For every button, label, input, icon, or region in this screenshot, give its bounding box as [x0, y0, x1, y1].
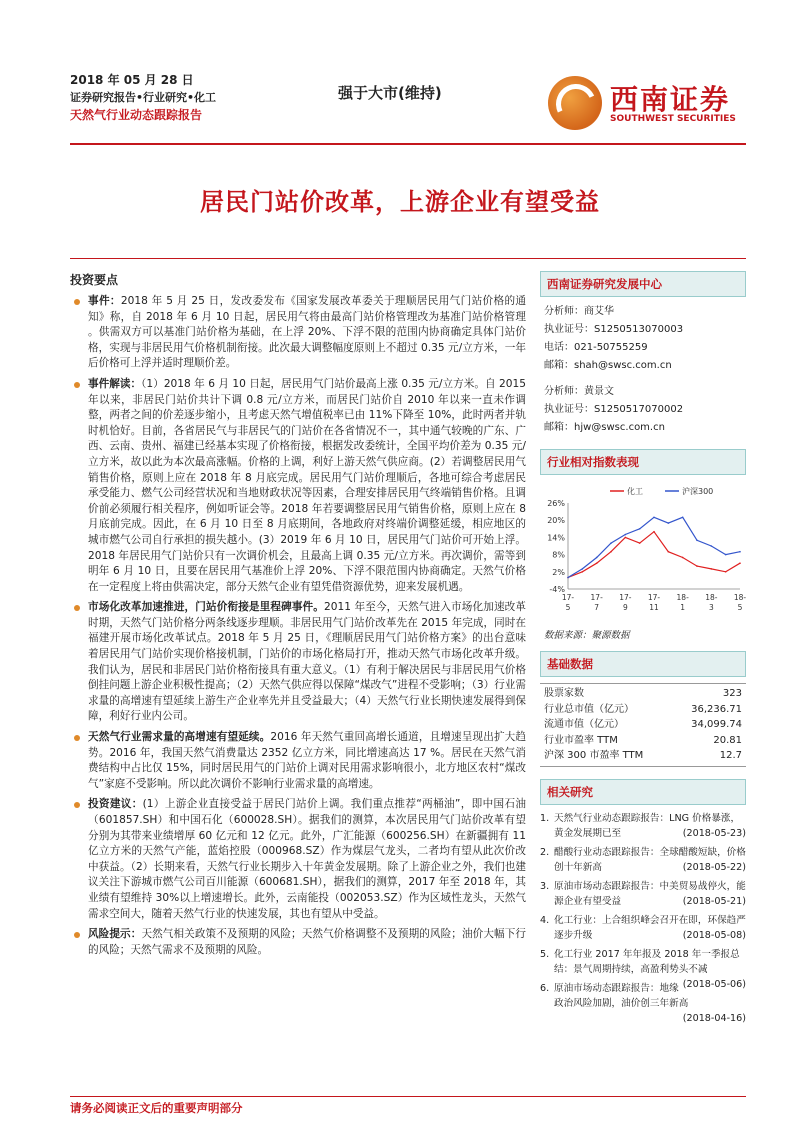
- bullet-lead: 风险提示：: [88, 928, 142, 941]
- x-tick-label: 17-: [590, 593, 603, 602]
- bullet-lead: 事件解读：: [88, 377, 142, 390]
- series-point: [711, 568, 713, 570]
- x-tick-label: 17-: [647, 593, 661, 602]
- basic-data-table: [540, 683, 746, 767]
- table-rule: [540, 766, 746, 767]
- legend-label: 化工: [627, 487, 643, 496]
- footer-disclaimer: 请务必阅读正文后的重要声明部分: [70, 1101, 243, 1115]
- series-point: [668, 551, 670, 553]
- y-tick-label: 14%: [547, 533, 565, 543]
- bullet-text: 2016 年天然气重回高增长通道，且增速呈现出扩大趋势。2016 年，我国天然气消费量达 2352 亿立方米，同比增速高达 17 %。居民在天然气消费结构中占比仅 15%，同时居民用气的门站价上调对民用需求影响很小，北方地区农村“煤改气”家庭不受影响。所以此次调价不影响行业需求量的高增速。: [88, 731, 527, 790]
- related-research-item[interactable]: [540, 845, 746, 875]
- item-number: 5.: [540, 948, 550, 960]
- rating: 强于大市(维持): [338, 84, 442, 102]
- series-point: [582, 571, 584, 573]
- related-research-item[interactable]: [540, 811, 746, 841]
- bullet-lead: 投资建议：: [88, 798, 143, 811]
- series-point: [596, 562, 598, 564]
- sidebar: [540, 271, 746, 1026]
- table-rule: [540, 683, 746, 684]
- series-point: [725, 554, 727, 556]
- company-logo: [548, 74, 748, 134]
- y-tick-label: 20%: [547, 516, 565, 526]
- bullet-text: (1）上游企业直接受益于居民门站价上调。我们重点推荐“两桶油”，即中国石油（601857.SH）和中国石化（600028.SH）。据我们的测算，本次居民用气门站价改革有望分别为其带来业绩增厚 60 亿元和 12 亿元。此外，广汇能源（600256.SH）在新疆拥有 11 亿立方米的天然气产能，蓝焰控股（000968.SZ）作为煤层气龙头，二者均有望从此次价改中获益。（2）长期来看，天然气行业长期步入十年黄金发展期。除了上游企业之外，我们也建议关注下游城市燃气公司百川能源（600681.SH），据我们的测算，2017 年至 2018 年，其业绩有望维持 30%以上增速增长。此外，云南能投（002053.SZ）作为区域性龙头，天然气需求空间大，随着天然气行业的快速发展，其也有望从中受益。: [88, 798, 526, 920]
- item-date: (2018-05-22): [682, 861, 746, 873]
- x-tick-label: 3: [708, 603, 714, 612]
- highlight-bullet: [70, 730, 526, 792]
- analyst-license: 执业证号：S1250517070002: [544, 404, 684, 415]
- related-research-title: 相关研究: [540, 779, 746, 805]
- series-point: [567, 577, 569, 579]
- analyst-email[interactable]: 邮箱：shah@swsc.com.cn: [544, 360, 672, 371]
- bullet-text: 天然气相关政策不及预期的风险；天然气价格调整不及预期的风险；油价大幅下行的风险；天然气需求不及预期的风险。: [88, 928, 527, 956]
- legend-label: 沪深300: [682, 487, 714, 496]
- x-tick-label: 11: [649, 603, 659, 612]
- item-title: 天然气行业动态跟踪报告：LNG 价格暴涨，黄金发展期已至: [554, 812, 741, 839]
- basic-data-row: [540, 748, 746, 764]
- basic-data-value: 36,236.71: [691, 703, 742, 715]
- section-title: 投资要点: [70, 273, 119, 287]
- x-tick-label: 5: [565, 603, 571, 612]
- logo-text-en: SOUTHWEST SECURITIES: [610, 114, 736, 124]
- x-tick-label: 18-: [733, 593, 746, 602]
- series-point: [739, 562, 741, 564]
- investment-highlights: [70, 271, 526, 963]
- x-tick-label: 5: [737, 603, 743, 612]
- basic-data-key: 行业总市值（亿元）: [544, 703, 634, 715]
- basic-data-key: 股票家数: [544, 688, 584, 699]
- basic-data-value: 12.7: [719, 750, 742, 761]
- logo-text-cn: 西南证券: [610, 83, 731, 116]
- series-point: [610, 542, 612, 544]
- bullet-text: （1）2018 年 6 月 10 日起，居民用气门站价最高上涨 0.35 元/立方米。自 2015 年以来，非居民门站价共计下调 0.8 元/立方米，而居民门站价自 2010 年以来一直未作调整，两者之间的价差逐步缩小，且考虑天然气增值税率已由 11%下降至 10%，此时两者并轨时机恰好。目前，各省居民气与非居民气的门站价在各省情况不一，其中通气较晚的广东、广西、云南、贵州、福建已经基本实现了价格衔接，根据发改委统计，全国平均价差为 0.35 元/立方米，故以此为本次最高涨幅。价格的上调，利好上游天然气供应商。(2）若调整居民用气销售价格，原则上应在 2018 年 8 月底完成。居民用气门站价理顺后，各地可综合考虑居民承受能力、燃气公司经营状况和当地财政状况等因素，合理安排居民用气终端销售价格。且调价前必须履行相关程序，例如听证会等。2018 年若要调整居民用气销售价格，原则上应在 8 月底前完成。因此，在 6 月 10 日至 8 月底期间，各地政府对终端价调整延缓，相应地区的城市燃气公司自行承担的损失越小。(3）2019 年 6 月 10 日，居民用气门站价可开始上浮。2018 年居民用气门站价只有一次调价机会，且最高上调 0.35 元/立方米。再次调价，需等到明年 6 月 10 日，且要在居民用气基准价上浮 20%、下浮不限范围内协商确定。天然气价格在一定程度上将由供需决定，部分天然气企业有望凭借资源优势，迎来发展机遇。: [88, 377, 526, 593]
- basic-data-row: [540, 717, 746, 733]
- x-tick-label: 18-: [705, 593, 718, 602]
- series-point: [739, 551, 741, 553]
- report-date: 2018 年 05 月 28 日: [70, 73, 194, 87]
- series-point: [596, 557, 598, 559]
- related-research-item[interactable]: [540, 879, 746, 909]
- series-point: [610, 551, 612, 553]
- basic-data-value: 34,099.74: [691, 719, 742, 730]
- highlight-bullet: [70, 600, 526, 725]
- series-point: [682, 517, 684, 519]
- series-point: [711, 545, 713, 547]
- item-date: (2018-05-08): [682, 929, 746, 941]
- series-point: [696, 539, 698, 541]
- bullet-text: 2011 年至今，天然气进入市场化加速改革时期，天然气门站价格分两条线逐步理顺。非居民用气门站价改革先在 2015 年完成，同时在福建开展市场化改革试点。2018 年 5 月 25 日，《理顺居民用气门站价格方案》的出台意味着居民用气门站价实现价格接机制，门站价的市场化格局打开，推动天然气市场化改革升级。我们认为，居民和非居民门站价格衔接具有重大意义。（1）有利于解决居民与非居民用气价格倒挂问题上游企业积极性提高；（2）天然气供应得以保障“煤改气”进程不受影响；（3）行业需求量的高增速有望延续上游生产企业率先并且受益最大；（4）天然气行业长期快速发展得到保障，利好行业内公司。: [88, 601, 527, 723]
- report-category: 证券研究报告•行业研究•化工: [70, 91, 217, 104]
- highlight-bullet: [70, 927, 526, 958]
- basic-data-row: [540, 733, 746, 749]
- basic-data-title: 基础数据: [540, 651, 746, 677]
- analyst-license: 执业证号：S1250513070003: [544, 324, 684, 335]
- logo-emblem-icon: [548, 76, 602, 130]
- bullet-lead: 天然气行业需求量的高增速有望延续。: [88, 731, 271, 744]
- analyst-2: [540, 383, 746, 437]
- basic-data-row: [540, 686, 746, 702]
- item-date: (2018-05-21): [682, 895, 746, 907]
- item-number: 6.: [540, 982, 550, 994]
- y-tick-label: -4%: [549, 585, 565, 594]
- series-point: [625, 534, 627, 536]
- item-title: 原油市场动态跟踪报告：地缘政治风险加剧，油价创三年新高: [554, 982, 689, 1009]
- basic-data-key: 沪深 300 市盈率 TTM: [544, 750, 644, 761]
- related-research-item[interactable]: [540, 981, 746, 1024]
- series-point: [639, 528, 641, 530]
- highlight-bullet: [70, 294, 526, 372]
- item-title: 原油市场动态跟踪报告：中美贸易战停火，能源企业有望受益: [554, 880, 746, 907]
- bullet-lead: 市场化改革加速推进，门站价衔接是里程碑事件。: [88, 601, 325, 614]
- series-point: [725, 571, 727, 573]
- series-point: [696, 565, 698, 567]
- related-research-item[interactable]: [540, 913, 746, 943]
- x-tick-label: 7: [594, 603, 600, 612]
- y-tick-label: 2%: [552, 567, 565, 577]
- header-divider: [70, 143, 746, 145]
- basic-data-row: [540, 702, 746, 718]
- series-point: [625, 537, 627, 539]
- item-number: 2.: [540, 846, 550, 858]
- report-type: 天然气行业动态跟踪报告: [70, 108, 203, 122]
- x-tick-label: 18-: [676, 593, 689, 602]
- item-title: 化工行业：上合组织峰会召开在即，环保趋严逐步升级: [554, 914, 746, 941]
- highlight-bullet: [70, 797, 526, 922]
- bullet-text: 2018 年 5 月 25 日，发改委发布《国家发展改革委关于理顺居民用气门站价格的通知》称，自 2018 年 6 月 10 日起，居民用气将由最高门站价格管理改为基准门站价格管理 。供需双方可以基准门站价格为基础，在上浮 20%、下浮不限的范围内协商确定具体门站价格，实现与非居民用气价格机制衔接。此次最大调整幅度原则上不超过 0.35 元/立方米，一年后价格可上浮并适时理顺价差。: [88, 295, 527, 370]
- basic-data-key: 流通市值（亿元）: [544, 719, 624, 730]
- analyst-email[interactable]: 邮箱：hjw@swsc.com.cn: [544, 422, 665, 433]
- y-tick-label: 8%: [552, 550, 565, 560]
- item-title: 化工行业 2017 年年报及 2018 年一季报总结：景气周期持续，高盈利势头不减: [554, 948, 740, 975]
- basic-data-value: 323: [722, 688, 742, 699]
- index-chart-svg: [540, 481, 746, 621]
- item-number: 1.: [540, 812, 550, 824]
- item-number: 3.: [540, 880, 550, 892]
- chart-source: 数据来源：聚源数据: [544, 630, 630, 641]
- related-research-item[interactable]: [540, 947, 746, 990]
- x-tick-label: 1: [680, 603, 686, 612]
- analyst-name: 分析师：黄景文: [544, 386, 614, 397]
- series-point: [653, 517, 655, 519]
- title-divider: [70, 258, 746, 259]
- series-line: [568, 532, 740, 578]
- item-number: 4.: [540, 914, 550, 926]
- footer-divider: [70, 1096, 746, 1097]
- x-tick-label: 17-: [619, 593, 632, 602]
- index-chart-title: 行业相对指数表现: [540, 449, 746, 475]
- item-date: (2018-05-23): [682, 827, 746, 839]
- index-chart: [540, 481, 746, 625]
- research-center-title: 西南证券研究发展中心: [540, 271, 746, 297]
- x-tick-label: 9: [622, 603, 628, 612]
- page-title: 居民门站价改革，上游企业有望受益: [200, 188, 600, 216]
- series-point: [639, 542, 641, 544]
- series-point: [582, 568, 584, 570]
- x-tick-label: 17-: [561, 593, 575, 602]
- analyst-1: [540, 303, 746, 375]
- item-date: (2018-04-16): [682, 1012, 746, 1024]
- analyst-phone: 电话：021-50755259: [544, 342, 648, 353]
- basic-data-value: 20.81: [713, 734, 742, 746]
- analyst-name: 分析师：商艾华: [544, 306, 614, 317]
- series-point: [653, 531, 655, 533]
- y-tick-label: 26%: [547, 499, 565, 508]
- item-title: 醋酸行业动态跟踪报告：全球醋酸短缺，价格创十年新高: [554, 846, 746, 873]
- bullet-lead: 事件：: [88, 295, 121, 307]
- header-meta: [70, 72, 330, 125]
- series-line: [568, 517, 740, 577]
- series-point: [682, 557, 684, 559]
- basic-data-key: 行业市盈率 TTM: [544, 734, 618, 746]
- related-research-list: [540, 811, 746, 1024]
- series-point: [668, 522, 670, 524]
- highlight-bullet: [70, 377, 526, 595]
- item-date: (2018-05-06): [682, 978, 746, 990]
